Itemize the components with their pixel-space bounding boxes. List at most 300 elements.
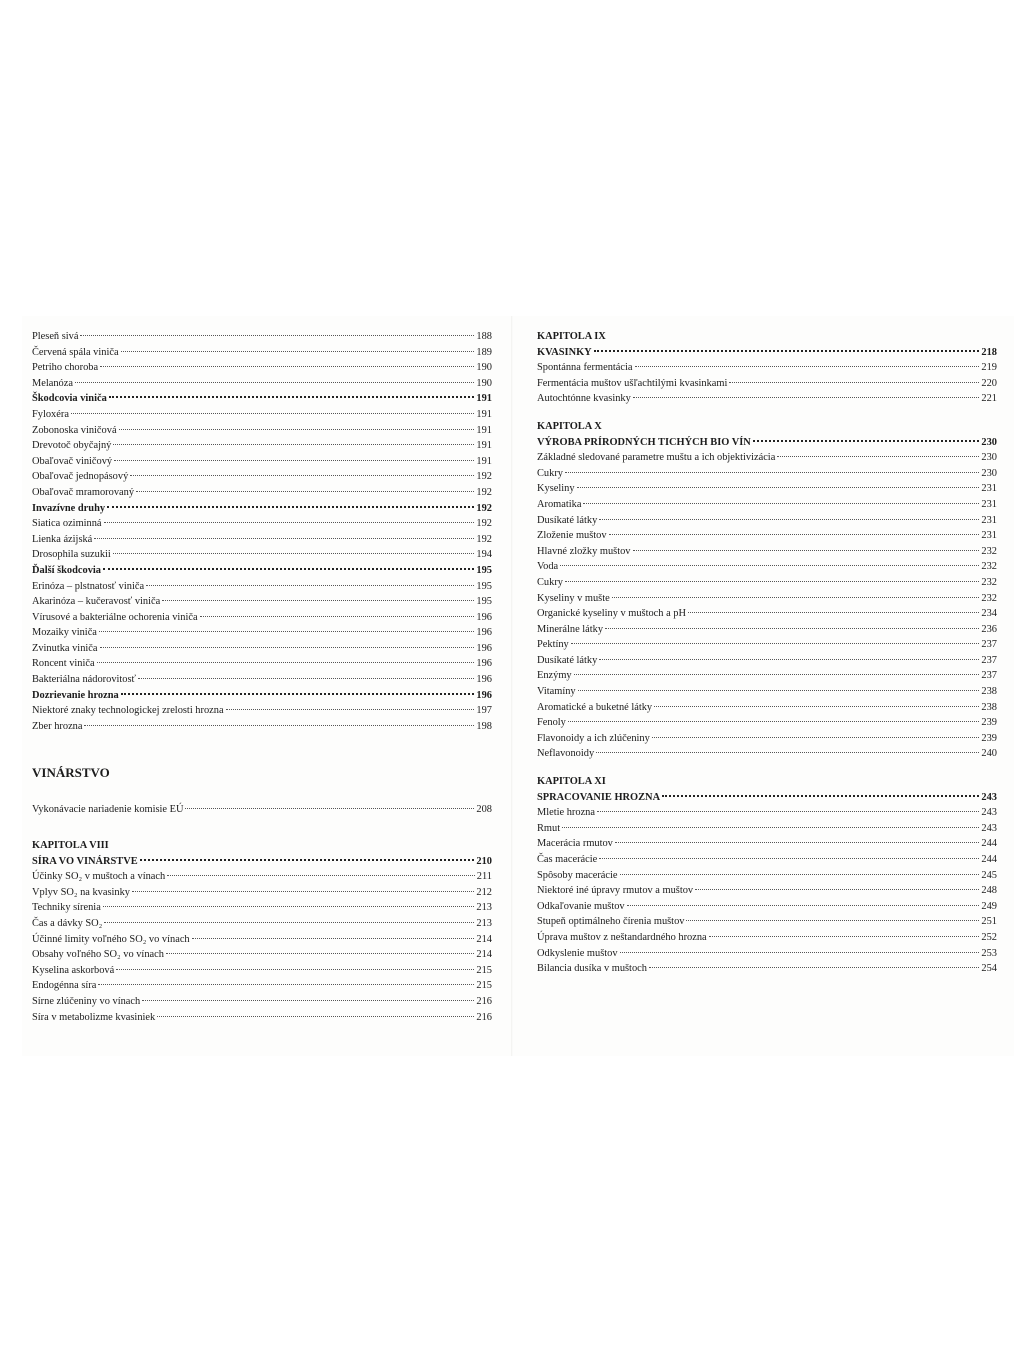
page-number: 214 xyxy=(476,933,492,945)
dot-leader xyxy=(100,647,475,648)
dot-leader xyxy=(142,1000,474,1001)
page-number: 188 xyxy=(476,331,492,342)
page-number: 196 xyxy=(476,611,492,623)
toc-entry xyxy=(32,376,492,392)
page-number: 230 xyxy=(981,467,997,479)
dot-leader xyxy=(80,335,474,336)
entry-title: Pektíny xyxy=(537,639,569,651)
toc-entry xyxy=(32,345,492,361)
entry-title: Vplyv SO₂ na kvasinky xyxy=(32,886,131,898)
dot-leader xyxy=(146,585,474,586)
toc-entry xyxy=(537,637,997,653)
toc-list xyxy=(32,802,492,818)
dot-leader xyxy=(662,795,979,797)
toc-entry xyxy=(32,579,492,595)
page-number: 238 xyxy=(981,686,997,698)
page-number: 194 xyxy=(476,549,492,561)
dot-leader xyxy=(627,905,980,906)
dot-leader xyxy=(114,460,474,461)
toc-list xyxy=(537,345,997,407)
entry-title: Obaľovač viničový xyxy=(32,455,113,467)
page-number: 253 xyxy=(981,947,997,959)
toc-entry xyxy=(537,684,997,700)
toc-entry xyxy=(537,360,997,376)
page-number: 237 xyxy=(981,639,997,651)
entry-title: Siatica oziminná xyxy=(32,518,102,530)
page-number: 195 xyxy=(476,580,492,592)
entry-title: Kyseliny xyxy=(537,483,575,495)
page-number: 243 xyxy=(981,791,997,803)
toc-entry xyxy=(537,852,997,868)
page-number: 192 xyxy=(476,533,492,545)
entry-title: Spôsoby macerácie xyxy=(537,869,618,881)
page-number: 238 xyxy=(981,701,997,713)
dot-leader xyxy=(113,444,474,445)
entry-title: Čas macerácie xyxy=(537,854,598,865)
entry-title: Úprava muštov z neštandardného hrozna xyxy=(537,931,707,943)
page-number: 221 xyxy=(981,393,997,405)
toc-entry xyxy=(32,532,492,548)
entry-title: Dozrievanie hrozna xyxy=(32,689,119,701)
toc-entry xyxy=(32,469,492,485)
toc-entry xyxy=(537,899,997,915)
toc-entry xyxy=(537,731,997,747)
toc-entry xyxy=(537,883,997,899)
toc-entry xyxy=(32,454,492,470)
toc-entry xyxy=(32,978,492,994)
dot-leader xyxy=(574,674,980,675)
toc-entry xyxy=(537,668,997,684)
toc-entry xyxy=(32,547,492,563)
dot-leader xyxy=(104,922,474,923)
dot-leader xyxy=(597,811,979,812)
page-number: 216 xyxy=(476,1011,492,1023)
right-page-toc xyxy=(537,329,997,977)
page-number: 232 xyxy=(981,561,997,573)
toc-entry xyxy=(537,622,997,638)
page-number: 196 xyxy=(476,689,492,701)
dot-leader xyxy=(116,969,474,970)
page-number: 239 xyxy=(981,717,997,729)
entry-title: Cukry xyxy=(537,576,563,588)
entry-title: Minerálne látky xyxy=(537,623,604,635)
dot-leader xyxy=(226,709,475,710)
entry-title: Cukry xyxy=(537,467,563,479)
entry-title: Fenoly xyxy=(537,717,566,729)
page-number: 245 xyxy=(981,869,997,881)
dot-leader xyxy=(583,503,979,504)
page-number: 210 xyxy=(476,855,492,867)
dot-leader xyxy=(596,752,979,753)
entry-title: Invazívne druhy xyxy=(32,502,106,514)
dot-leader xyxy=(121,351,475,352)
toc-entry xyxy=(32,963,492,979)
page-number: 218 xyxy=(981,346,997,358)
entry-title: Spontánna fermentácia xyxy=(537,362,633,374)
entry-title: Zobonoska viničová xyxy=(32,424,117,436)
dot-leader xyxy=(633,397,980,398)
entry-title: Odkaľovanie muštov xyxy=(537,900,625,912)
entry-title: Macerácia rmutov xyxy=(537,838,613,850)
toc-entry xyxy=(32,610,492,626)
entry-title: Zvinutka viniča xyxy=(32,642,98,654)
dot-leader xyxy=(75,382,474,383)
page-number: 248 xyxy=(981,885,997,897)
toc-list xyxy=(537,790,997,977)
dot-leader xyxy=(577,487,980,488)
toc-entry xyxy=(537,544,997,560)
dot-leader xyxy=(132,891,474,892)
toc-entry xyxy=(537,930,997,946)
dot-leader xyxy=(167,875,475,876)
entry-title: Neflavonoidy xyxy=(537,748,595,760)
entry-title: Obaľovač mramorovaný xyxy=(32,486,135,498)
entry-title: Lienka ázijská xyxy=(32,533,93,545)
dot-leader xyxy=(97,662,475,663)
page-number: 249 xyxy=(981,900,997,912)
dot-leader xyxy=(635,366,980,367)
entry-title: Základné sledované parametre muštu a ich objektivizácia xyxy=(537,452,776,464)
dot-leader xyxy=(578,690,980,691)
dot-leader xyxy=(633,550,980,551)
entry-title: Dusíkaté látky xyxy=(537,514,598,526)
dot-leader xyxy=(688,612,979,613)
page-number: 236 xyxy=(981,623,997,635)
page-number: 190 xyxy=(476,362,492,374)
dot-leader xyxy=(130,475,474,476)
toc-subchapter-entry xyxy=(537,435,997,451)
toc-entry xyxy=(537,513,997,529)
toc-subchapter-entry xyxy=(32,391,492,407)
dot-leader xyxy=(162,600,474,601)
dot-leader xyxy=(565,472,979,473)
page-number: 251 xyxy=(981,916,997,928)
dot-leader xyxy=(166,953,474,954)
entry-title: Odkyslenie muštov xyxy=(537,947,618,959)
toc-entry xyxy=(537,821,997,837)
page-number: 198 xyxy=(476,720,492,732)
entry-title: Organické kyseliny v muštoch a pH xyxy=(537,608,686,620)
toc-entry xyxy=(32,656,492,672)
toc-entry xyxy=(537,376,997,392)
page-number: 191 xyxy=(476,424,492,436)
chapter-heading: KAPITOLA IX xyxy=(537,331,606,342)
entry-title: Aromatické a buketné látky xyxy=(537,701,653,713)
page-number: 220 xyxy=(981,377,997,389)
entry-title: Účinné limity voľného SO₂ vo vínach xyxy=(32,933,190,945)
toc-list xyxy=(32,854,492,1026)
toc-subchapter-entry xyxy=(32,501,492,517)
toc-entry xyxy=(32,672,492,688)
page-number: 195 xyxy=(476,596,492,608)
entry-title: Čas a dávky SO₂ xyxy=(32,918,103,929)
dot-leader xyxy=(599,858,979,859)
page-number: 243 xyxy=(981,807,997,819)
toc-entry xyxy=(32,485,492,501)
toc-subchapter-entry xyxy=(537,345,997,361)
page-number: 195 xyxy=(476,564,492,576)
entry-title: Kyseliny v mušte xyxy=(537,592,610,604)
dot-leader xyxy=(695,889,979,890)
page-number: 192 xyxy=(476,486,492,498)
entry-title: Flavonoidy a ich zlúčeniny xyxy=(537,732,650,744)
dot-leader xyxy=(185,808,474,809)
page-number: 191 xyxy=(476,393,492,405)
toc-entry xyxy=(537,606,997,622)
entry-title: Síra v metabolizme kvasiniek xyxy=(32,1011,156,1023)
dot-leader xyxy=(620,874,980,875)
dot-leader xyxy=(107,506,474,508)
page-number: 196 xyxy=(476,627,492,639)
toc-subchapter-entry xyxy=(537,790,997,806)
toc-entry xyxy=(537,715,997,731)
entry-title: Sírne zlúčeniny vo vínach xyxy=(32,995,141,1007)
toc-entry xyxy=(537,746,997,762)
toc-entry xyxy=(537,961,997,977)
dot-leader xyxy=(200,616,475,617)
dot-leader xyxy=(568,721,980,722)
dot-leader xyxy=(594,350,980,352)
page-number: 252 xyxy=(981,931,997,943)
page-number: 197 xyxy=(476,705,492,717)
toc-entry xyxy=(32,641,492,657)
left-page-toc xyxy=(32,329,492,1025)
dot-leader xyxy=(599,659,979,660)
toc-entry xyxy=(32,885,492,901)
entry-title: Zber hrozna xyxy=(32,720,83,732)
toc-entry xyxy=(32,802,492,818)
entry-title: Erinóza – plstnatosť viniča xyxy=(32,580,145,592)
entry-title: Aromatika xyxy=(537,498,582,510)
page-number: 192 xyxy=(476,471,492,483)
toc-entry xyxy=(537,559,997,575)
toc-entry xyxy=(32,407,492,423)
toc-entry xyxy=(32,438,492,454)
dot-leader xyxy=(119,429,475,430)
entry-title: Hlavné zložky muštov xyxy=(537,545,631,557)
dot-leader xyxy=(113,553,475,554)
toc-entry xyxy=(537,450,997,466)
page-number: 211 xyxy=(476,871,492,883)
entry-title: Roncent viniča xyxy=(32,658,95,670)
entry-title: Voda xyxy=(537,561,559,573)
page-number: 244 xyxy=(981,854,997,865)
toc-entry xyxy=(32,1010,492,1026)
dot-leader xyxy=(138,678,474,679)
page-number: 196 xyxy=(476,642,492,654)
toc-subchapter-entry xyxy=(32,854,492,870)
entry-title: Kyselina askorbová xyxy=(32,964,115,976)
entry-title: Mozaiky viniča xyxy=(32,627,97,639)
page-number: 213 xyxy=(476,902,492,914)
page-number: 230 xyxy=(981,452,997,464)
page-number: 239 xyxy=(981,732,997,744)
entry-title: Červená spála viniča xyxy=(32,346,119,358)
toc-entry xyxy=(537,391,997,407)
entry-title: Drevotoč obyčajný xyxy=(32,440,112,452)
section-title: VINÁRSTVO xyxy=(32,765,110,781)
dot-leader xyxy=(99,631,474,632)
page-number: 196 xyxy=(476,658,492,670)
toc-entry xyxy=(32,869,492,885)
dot-leader xyxy=(654,706,979,707)
toc-entry xyxy=(32,423,492,439)
dot-leader xyxy=(136,491,474,492)
page-number: 208 xyxy=(476,804,492,816)
page-number: 237 xyxy=(981,654,997,666)
entry-title: Obsahy voľného SO₂ vo vínach xyxy=(32,949,164,961)
entry-title: Niektoré znaky technologickej zrelosti hrozna xyxy=(32,705,224,717)
toc-entry xyxy=(32,994,492,1010)
dot-leader xyxy=(605,628,979,629)
dot-leader xyxy=(94,538,474,539)
page-number: 213 xyxy=(476,918,492,929)
page-number: 232 xyxy=(981,592,997,604)
page-number: 215 xyxy=(476,964,492,976)
page-number: 192 xyxy=(476,502,492,514)
page-number: 254 xyxy=(981,963,997,975)
entry-title: Melanóza xyxy=(32,377,73,389)
dot-leader xyxy=(565,581,979,582)
page-number: 244 xyxy=(981,838,997,850)
toc-subchapter-entry xyxy=(32,563,492,579)
dot-leader xyxy=(609,534,980,535)
page-number: 231 xyxy=(981,483,997,495)
dot-leader xyxy=(777,456,979,457)
entry-title: Mletie hrozna xyxy=(537,807,595,819)
page-number: 232 xyxy=(981,576,997,588)
dot-leader xyxy=(84,725,474,726)
entry-title: SÍRA VO VINÁRSTVE xyxy=(32,855,138,867)
dot-leader xyxy=(615,842,980,843)
page-number: 191 xyxy=(476,440,492,452)
entry-title: Vykonávacie nariadenie komisie EÚ xyxy=(32,804,184,816)
page-number: 237 xyxy=(981,670,997,682)
dot-leader xyxy=(612,597,980,598)
dot-leader xyxy=(571,643,980,644)
dot-leader xyxy=(709,936,980,937)
entry-title: Škodcovia viniča xyxy=(32,393,107,405)
dot-leader xyxy=(652,737,980,738)
dot-leader xyxy=(103,568,474,570)
entry-title: Endogénna síra xyxy=(32,980,97,992)
chapter-heading: KAPITOLA XI xyxy=(537,776,606,788)
dot-leader xyxy=(192,938,475,939)
page-number: 191 xyxy=(476,455,492,467)
toc-entry xyxy=(537,653,997,669)
page-number: 190 xyxy=(476,377,492,389)
entry-title: Fermentácia muštov ušľachtilými kvasinkami xyxy=(537,377,728,389)
toc-list xyxy=(32,329,492,734)
dot-leader xyxy=(157,1016,474,1017)
toc-entry xyxy=(32,625,492,641)
toc-entry xyxy=(32,329,492,345)
toc-entry xyxy=(537,836,997,852)
chapter-heading: KAPITOLA X xyxy=(537,420,602,432)
toc-entry xyxy=(32,947,492,963)
page-number: 234 xyxy=(981,608,997,620)
entry-title: VÝROBA PRÍRODNÝCH TICHÝCH BIO VÍN xyxy=(537,436,751,448)
toc-entry xyxy=(537,591,997,607)
page-number: 231 xyxy=(981,498,997,510)
entry-title: Bilancia dusíka v muštoch xyxy=(537,963,647,975)
entry-title: Fyloxéra xyxy=(32,408,69,420)
page-number: 212 xyxy=(476,886,492,898)
entry-title: Vitamíny xyxy=(537,686,576,698)
entry-title: Zloženie muštov xyxy=(537,530,607,542)
dot-leader xyxy=(98,984,474,985)
page-number: 243 xyxy=(981,822,997,834)
toc-entry xyxy=(32,516,492,532)
toc-entry xyxy=(537,575,997,591)
toc-entry xyxy=(537,497,997,513)
dot-leader xyxy=(109,396,475,398)
entry-title: Enzýmy xyxy=(537,670,572,682)
dot-leader xyxy=(121,693,475,695)
entry-title: Dusíkaté látky xyxy=(537,654,598,666)
entry-title: Petriho choroba xyxy=(32,362,99,374)
page-number: 196 xyxy=(476,674,492,686)
entry-title: Pleseň sivá xyxy=(32,331,79,342)
toc-entry xyxy=(32,932,492,948)
toc-entry xyxy=(537,914,997,930)
chapter-heading: KAPITOLA VIII xyxy=(32,840,109,852)
toc-entry xyxy=(32,916,492,932)
toc-entry xyxy=(537,805,997,821)
page-number: 230 xyxy=(981,436,997,448)
page-number: 215 xyxy=(476,980,492,992)
toc-entry xyxy=(537,700,997,716)
entry-title: SPRACOVANIE HROZNA xyxy=(537,791,661,803)
page-number: 191 xyxy=(476,408,492,420)
toc-entry xyxy=(537,481,997,497)
toc-entry xyxy=(32,703,492,719)
page-number: 216 xyxy=(476,995,492,1007)
toc-entry xyxy=(537,946,997,962)
entry-title: Autochtónne kvasinky xyxy=(537,393,631,405)
entry-title: Drosophila suzukii xyxy=(32,549,111,561)
toc-subchapter-entry xyxy=(32,688,492,704)
page-number: 219 xyxy=(981,362,997,374)
entry-title: Rmut xyxy=(537,822,561,834)
entry-title: Účinky SO₂ v muštoch a vínach xyxy=(32,871,166,883)
page-number: 232 xyxy=(981,545,997,557)
entry-title: Stupeň optimálneho čírenia muštov xyxy=(537,916,685,928)
page-number: 214 xyxy=(476,949,492,961)
toc-entry xyxy=(537,466,997,482)
entry-title: Bakteriálna nádorovitosť xyxy=(32,674,136,686)
dot-leader xyxy=(649,967,979,968)
entry-title: Ďalší škodcovia xyxy=(32,564,101,576)
page-number: 192 xyxy=(476,518,492,530)
dot-leader xyxy=(562,827,979,828)
entry-title: Akarinóza – kučeravosť viniča xyxy=(32,596,161,608)
toc-entry xyxy=(32,360,492,376)
toc-entry xyxy=(32,719,492,735)
entry-title: Obaľovač jednopásový xyxy=(32,471,129,483)
entry-title: Niektoré iné úpravy rmutov a muštov xyxy=(537,885,694,897)
toc-list xyxy=(537,435,997,762)
toc-entry xyxy=(32,900,492,916)
dot-leader xyxy=(753,440,980,442)
dot-leader xyxy=(599,519,979,520)
page-number: 231 xyxy=(981,514,997,526)
page-number: 231 xyxy=(981,530,997,542)
dot-leader xyxy=(686,920,979,921)
page-number: 189 xyxy=(476,346,492,358)
dot-leader xyxy=(103,906,475,907)
toc-entry xyxy=(32,594,492,610)
